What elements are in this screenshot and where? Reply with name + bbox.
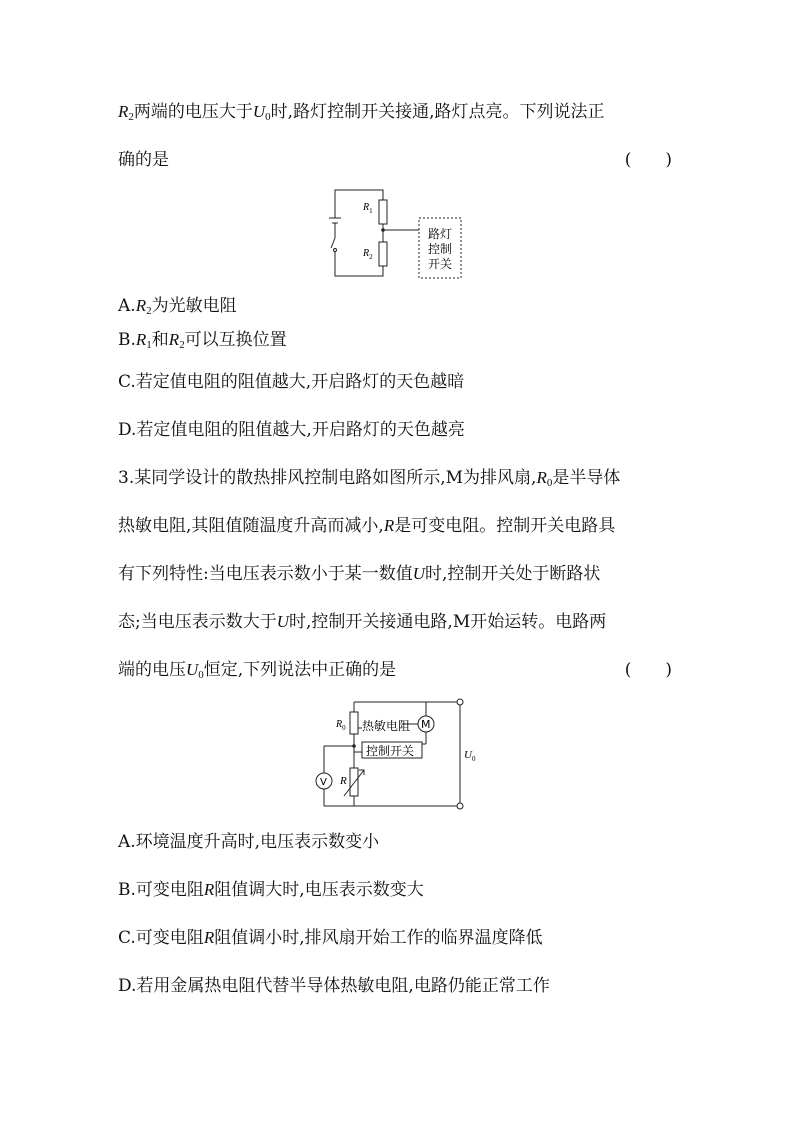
q3-option-c: C.可变电阻R阻值调小时,排风扇开始工作的临界温度降低 (118, 928, 543, 948)
label-r2: $R_2$ (363, 248, 373, 261)
q3-line-1: 3.某同学设计的散热排风控制电路如图所示,M为排风扇$,R_0$是半导体 (118, 468, 621, 489)
q3-line-4: 态;当电压表示数大于U时,控制开关接通电路,M开始运转。电路两 (118, 612, 607, 632)
label-r: R (340, 775, 347, 787)
switch-label: 控制开关 (366, 744, 415, 758)
q3-line-5: 端的电压$U_0$恒定,下列说法中正确的是 (118, 660, 397, 681)
label-u0: $U_0$ (464, 749, 476, 763)
q3-option-b: B.可变电阻R阻值调大时,电压表示数变大 (118, 880, 424, 900)
q2-answer-bracket: ( ) (624, 150, 672, 170)
symbol-r2: $R_2$ (118, 102, 134, 123)
q3-option-d: D.若用金属热电阻代替半导体热敏电阻,电路仍能正常工作 (118, 976, 550, 996)
voltmeter-symbol: V (320, 777, 327, 788)
q2-line-1: $R_2$两端的电压大于$U_0$时,路灯控制开关接通,路灯点亮。下列说法正 (118, 102, 605, 123)
box-label-line1: 路灯 (428, 227, 453, 241)
box-label-line2: 控制 (428, 242, 453, 256)
q3-line-3: 有下列特性:当电压表示数小于某一数值U时,控制开关处于断路状 (118, 564, 601, 584)
box-label-line3: 开关 (428, 257, 453, 271)
label-r0: $R_0$ (336, 719, 346, 732)
q2-option-c: C.若定值电阻的阻值越大,开启路灯的天色越暗 (118, 372, 465, 392)
motor-symbol: M (421, 718, 431, 731)
q2-option-b: $B.R_1$和$R_2$可以互换位置 (118, 330, 287, 351)
q2-line-2: 确的是 (118, 150, 169, 170)
q2-option-a: $A.R_2$为光敏电阻 (118, 296, 237, 317)
q3-answer-bracket: ( ) (624, 660, 672, 680)
symbol-u0: $U_0$ (252, 102, 271, 123)
label-r1: $R_1$ (363, 202, 373, 215)
q2-option-d: D.若定值电阻的阻值越大,开启路灯的天色越亮 (118, 420, 465, 440)
q3-line-2: 热敏电阻,其阻值随温度升高而减小,R是可变电阻。控制开关电路具 (118, 516, 616, 536)
q3-circuit-figure (312, 696, 482, 812)
q2-circuit-figure (325, 188, 465, 280)
q3-option-a: A.环境温度升高时,电压表示数变小 (118, 832, 380, 852)
thermistor-label: 热敏电阻 (362, 719, 411, 733)
